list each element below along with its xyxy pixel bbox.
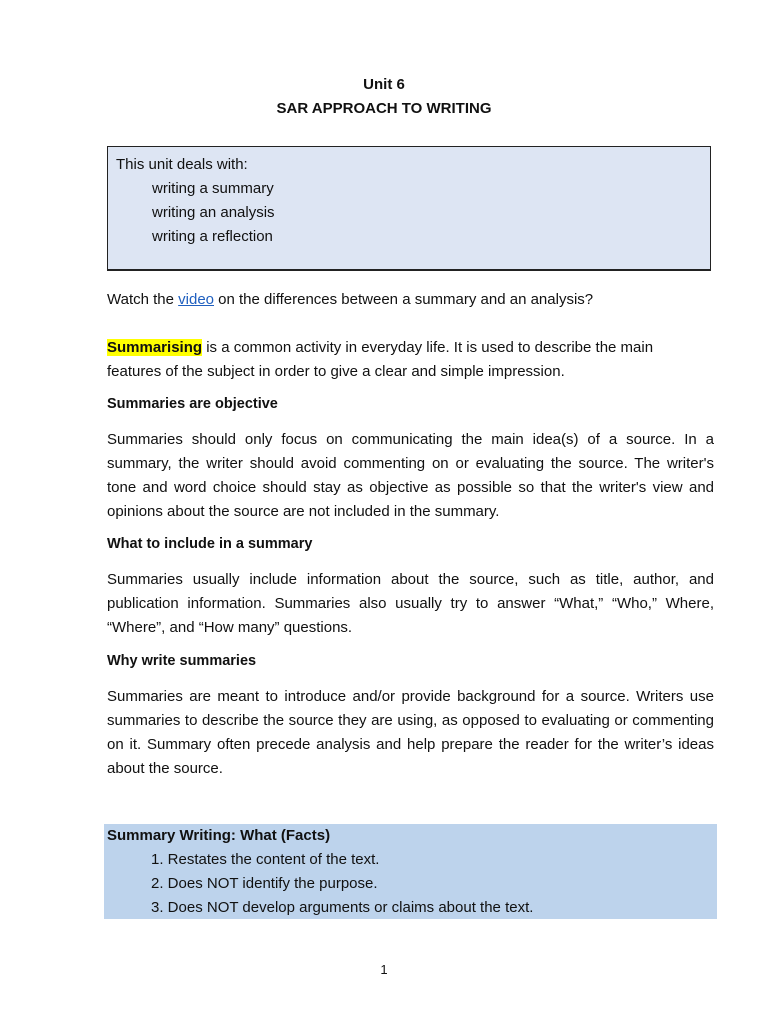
summarising-line2: features of the subject in order to give a clear and simple impression. xyxy=(107,363,565,380)
watch-text-after: on the differences between a summary and an analysis? xyxy=(214,291,594,308)
video-link[interactable]: video xyxy=(178,291,214,308)
facts-table-title: Summary Writing: What (Facts) xyxy=(107,827,331,844)
unit-overview-item: writing a reflection xyxy=(152,228,273,245)
section-body-why-write: Summaries are meant to introduce and/or provide background for a source. Writers use summaries to describe the source they are using, as opposed to evaluating or commenting on it. Summary often precede analysis and help prepare the reader for the writer’s ideas about the source. xyxy=(107,688,714,777)
section-body-what-to-include: Summaries usually include information about the source, such as title, author, and publication information. Summaries also usually try to answer “What,” “Who,” Where, “Where”, and “How many” questions. xyxy=(107,571,714,636)
summarising-highlight: Summarising xyxy=(107,339,203,356)
watch-video-paragraph xyxy=(107,288,714,312)
watch-text-before: Watch the xyxy=(107,291,179,308)
facts-table-item: 2. Does NOT identify the purpose. xyxy=(151,875,378,892)
summarising-paragraph xyxy=(107,336,714,384)
summarising-line1-rest: is a common activity in everyday life. It is used to describe the main xyxy=(202,339,654,356)
section-heading-objective: Summaries are objective xyxy=(107,396,278,412)
unit-overview-box xyxy=(107,146,711,271)
summary-facts-table xyxy=(104,824,717,919)
section-heading-why-write: Why write summaries xyxy=(107,653,257,669)
facts-table-item: 3. Does NOT develop arguments or claims about the text. xyxy=(151,899,534,916)
page-number: 1 xyxy=(380,962,388,977)
unit-title: Unit 6 xyxy=(363,76,405,93)
unit-subtitle: SAR APPROACH TO WRITING xyxy=(276,100,492,117)
unit-overview-item: writing a summary xyxy=(152,180,274,197)
section-body-objective: Summaries should only focus on communicating the main idea(s) of a source. In a summary, the writer should avoid commenting on or evaluating the source. The writer's tone and word choice should stay as objective as possible so that the writer's view and opinions about the source are not included in the summary. xyxy=(107,431,714,520)
facts-table-item: 1. Restates the content of the text. xyxy=(151,851,380,868)
unit-overview-item: writing an analysis xyxy=(152,204,275,221)
unit-overview-intro: This unit deals with: xyxy=(116,156,248,173)
section-heading-what-to-include: What to include in a summary xyxy=(107,536,313,552)
